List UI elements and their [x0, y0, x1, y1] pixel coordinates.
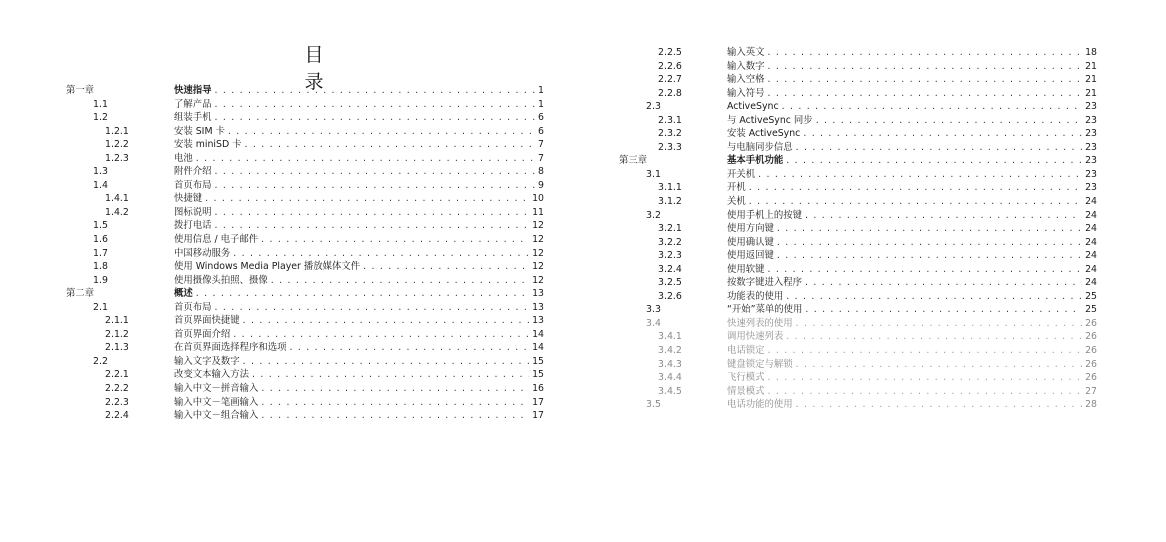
toc-entry-row[interactable]: [66, 301, 544, 315]
toc-entry-title: 组装手机: [174, 112, 212, 124]
toc-entry-title: 图标说明: [174, 206, 212, 218]
toc-entry-title: 使用返回键: [727, 250, 774, 262]
toc-entry-title: “开始”菜单的使用: [727, 304, 803, 316]
toc-dot-leader: [805, 276, 1082, 290]
toc-entry-row[interactable]: [66, 247, 544, 261]
toc-section-number: 1.4.1: [105, 193, 129, 205]
toc-page-number: 24: [1085, 277, 1097, 289]
toc-right-column: [619, 46, 1097, 412]
toc-entry-title: 首页界面快捷键: [174, 315, 240, 327]
toc-dot-leader: [768, 344, 1083, 358]
toc-page-number: 25: [1085, 290, 1097, 302]
toc-page-number: 13: [532, 301, 544, 313]
toc-section-number: 3.2.2: [658, 236, 682, 248]
toc-entry-title: 改变文本输入方法: [174, 369, 250, 381]
toc-dot-leader: [777, 249, 1082, 263]
toc-entry-title: 使用确认键: [727, 236, 774, 248]
toc-dot-leader: [205, 192, 529, 206]
toc-entry-title: 飞行模式: [727, 372, 765, 384]
toc-page-number: 12: [532, 247, 544, 259]
toc-entry-row[interactable]: [66, 409, 544, 423]
toc-section-number: 3.2.1: [658, 223, 682, 235]
toc-section-number: 3.4.4: [658, 372, 682, 384]
toc-entry-title: 了解产品: [174, 98, 212, 110]
toc-entry-row[interactable]: [619, 222, 1097, 236]
toc-entry-row[interactable]: [66, 98, 544, 112]
toc-entry-title: 使用手机上的按键: [727, 209, 803, 221]
toc-dot-leader: [749, 195, 1082, 209]
toc-page-number: 11: [532, 206, 544, 218]
toc-entry-row[interactable]: [619, 317, 1097, 331]
toc-section-number: 3.4.3: [658, 358, 682, 370]
toc-entry-title: 开关机: [727, 168, 756, 180]
toc-section-number: 2.1.3: [105, 342, 129, 354]
toc-entry-title: ActiveSync: [727, 101, 779, 113]
toc-entry-title: 情景模式: [727, 385, 765, 397]
toc-entry-row[interactable]: [66, 138, 544, 152]
toc-section-number: 2.2.7: [658, 74, 682, 86]
toc-section-number: 1.2.3: [105, 152, 129, 164]
toc-entry-row[interactable]: [619, 290, 1097, 304]
toc-section-number: 2.2.6: [658, 60, 682, 72]
toc-left-column: [66, 84, 544, 423]
toc-dot-leader: [758, 168, 1082, 182]
toc-dot-leader: [805, 303, 1082, 317]
toc-dot-leader: [252, 368, 529, 382]
toc-entry-title: 使用 Windows Media Player 播放媒体文件: [174, 261, 361, 273]
toc-page-number: 6: [538, 112, 544, 124]
toc-entry-row[interactable]: [619, 87, 1097, 101]
toc-section-number: 1.2.1: [105, 125, 129, 137]
toc-dot-leader: [777, 236, 1082, 250]
toc-page-number: 9: [538, 179, 544, 191]
toc-entry-title: 使用软键: [727, 263, 765, 275]
toc-section-number: 1.2.2: [105, 139, 129, 151]
toc-entry-title: 与 ActiveSync 同步: [727, 114, 813, 126]
toc-dot-leader: [196, 287, 529, 301]
toc-section-number: 2.1.1: [105, 315, 129, 327]
toc-dot-leader: [261, 382, 529, 396]
toc-section-number: 1.4.2: [105, 206, 129, 218]
page-title: 目 录: [304, 44, 332, 93]
toc-page-number: 24: [1085, 263, 1097, 275]
toc-entry-title: 电话锁定: [727, 345, 765, 357]
toc-dot-leader: [768, 46, 1083, 60]
toc-dot-leader: [768, 385, 1083, 399]
toc-entry-title: 附件介绍: [174, 166, 212, 178]
toc-section-number: 第二章: [66, 288, 95, 300]
toc-dot-leader: [215, 84, 536, 98]
toc-chapter-row[interactable]: [66, 287, 544, 301]
toc-entry-row[interactable]: [619, 209, 1097, 223]
toc-section-number: 2.2.5: [658, 47, 682, 58]
toc-section-number: 2.2.2: [105, 383, 129, 395]
toc-entry-title: 快速指导: [174, 85, 212, 96]
toc-dot-leader: [215, 111, 536, 125]
toc-page-number: 17: [532, 410, 544, 422]
toc-entry-title: 首页布局: [174, 301, 212, 313]
toc-entry-row[interactable]: [619, 330, 1097, 344]
toc-entry-row[interactable]: [619, 73, 1097, 87]
toc-entry-title: 输入英文: [727, 47, 765, 58]
toc-dot-leader: [215, 206, 530, 220]
toc-entry-title: 安装 SIM 卡: [174, 125, 225, 137]
toc-section-number: 2.3.2: [658, 128, 682, 140]
toc-entry-row[interactable]: [619, 46, 1097, 60]
toc-dot-leader: [196, 152, 535, 166]
toc-section-number: 2.2.4: [105, 410, 129, 422]
toc-page-number: 10: [532, 193, 544, 205]
toc-entry-row[interactable]: [619, 358, 1097, 372]
toc-section-number: 3.1: [646, 168, 661, 180]
toc-entry-row[interactable]: [66, 328, 544, 342]
toc-section-number: 1.2: [93, 112, 108, 124]
toc-entry-title: 安装 miniSD 卡: [174, 139, 242, 151]
toc-page-number: 1: [538, 98, 544, 110]
toc-page-number: 12: [532, 261, 544, 273]
toc-entry-row[interactable]: [66, 179, 544, 193]
toc-chapter-row[interactable]: [66, 84, 544, 98]
toc-entry-title: 电话功能的使用: [727, 399, 793, 411]
toc-entry-title: 快捷键: [174, 193, 203, 205]
toc-entry-title: 键盘锁定与解锁: [727, 358, 793, 370]
toc-section-number: 2.1: [93, 301, 108, 313]
toc-entry-title: 输入数字: [727, 60, 765, 72]
toc-section-number: 3.5: [646, 399, 661, 411]
toc-entry-row[interactable]: [66, 260, 544, 274]
toc-section-number: 2.2.3: [105, 396, 129, 408]
toc-dot-leader: [768, 87, 1083, 101]
toc-page-number: 12: [532, 274, 544, 286]
toc-dot-leader: [261, 233, 529, 247]
toc-section-number: 2.3.1: [658, 114, 682, 126]
toc-page-number: 23: [1085, 114, 1097, 126]
toc-dot-leader: [215, 219, 530, 233]
toc-section-number: 2.3: [646, 101, 661, 113]
toc-entry-row[interactable]: [66, 111, 544, 125]
toc-dot-leader: [215, 179, 536, 193]
toc-dot-leader: [261, 396, 529, 410]
toc-dot-leader: [233, 247, 529, 261]
toc-entry-title: 与电脑同步信息: [727, 141, 793, 153]
toc-entry-title: 功能表的使用: [727, 290, 784, 302]
toc-section-number: 3.2: [646, 209, 661, 221]
toc-entry-title: 首页布局: [174, 179, 212, 191]
toc-dot-leader: [768, 263, 1083, 277]
toc-entry-title: 使用摄像头拍照、摄像: [174, 274, 268, 286]
toc-dot-leader: [805, 209, 1082, 223]
toc-dot-leader: [803, 127, 1082, 141]
toc-page-number: 23: [1085, 155, 1097, 167]
toc-page-number: 26: [1085, 331, 1097, 343]
toc-entry-title: 概述: [174, 288, 193, 300]
toc-dot-leader: [816, 114, 1082, 128]
toc-dot-leader: [768, 73, 1083, 87]
toc-entry-title: 输入中文－拼音输入: [174, 383, 259, 395]
toc-entry-title: 输入中文－组合输入: [174, 410, 259, 422]
toc-entry-title: 基本手机功能: [727, 155, 784, 167]
toc-entry-row[interactable]: [619, 236, 1097, 250]
toc-page-number: 14: [532, 328, 544, 340]
toc-page-number: 26: [1085, 317, 1097, 329]
toc-page-number: 13: [532, 288, 544, 300]
toc-page-number: 13: [532, 315, 544, 327]
toc-section-number: 3.4.1: [658, 331, 682, 343]
toc-entry-row[interactable]: [66, 341, 544, 355]
toc-page-number: 1: [538, 85, 544, 96]
toc-page-number: 24: [1085, 223, 1097, 235]
toc-entry-title: 调用快速列表: [727, 331, 784, 343]
toc-page-number: 18: [1085, 47, 1097, 58]
toc-page-number: 25: [1085, 304, 1097, 316]
toc-section-number: 3.4.2: [658, 345, 682, 357]
toc-dot-leader: [768, 60, 1083, 74]
toc-section-number: 1.3: [93, 166, 108, 178]
toc-entry-row[interactable]: [619, 249, 1097, 263]
toc-entry-row[interactable]: [66, 355, 544, 369]
toc-section-number: 2.2.8: [658, 87, 682, 99]
toc-entry-title: 快速列表的使用: [727, 317, 793, 329]
toc-page-number: 24: [1085, 209, 1097, 221]
toc-entry-title: 中国移动服务: [174, 247, 231, 259]
toc-dot-leader: [261, 409, 529, 423]
toc-page-number: 21: [1085, 87, 1097, 99]
toc-entry-row[interactable]: [619, 371, 1097, 385]
toc-dot-leader: [215, 98, 536, 112]
toc-section-number: 1.1: [93, 98, 108, 110]
toc-section-number: 2.2.1: [105, 369, 129, 381]
toc-entry-title: 首页界面介绍: [174, 328, 231, 340]
toc-section-number: 1.8: [93, 261, 108, 273]
toc-page-number: 7: [538, 139, 544, 151]
toc-dot-leader: [796, 398, 1082, 412]
toc-page-number: 26: [1085, 345, 1097, 357]
toc-entry-row[interactable]: [619, 263, 1097, 277]
toc-entry-row[interactable]: [619, 303, 1097, 317]
toc-page-number: 15: [532, 369, 544, 381]
toc-dot-leader: [243, 314, 529, 328]
toc-section-number: 3.1.1: [658, 182, 682, 194]
toc-page-number: 23: [1085, 168, 1097, 180]
toc-entry-row[interactable]: [66, 206, 544, 220]
toc-entry-title: 使用信息 / 电子邮件: [174, 234, 259, 246]
toc-page-number: 23: [1085, 101, 1097, 113]
toc-entry-title: 拨打电话: [174, 220, 212, 232]
toc-section-number: 第三章: [619, 155, 648, 167]
toc-dot-leader: [777, 222, 1082, 236]
toc-entry-title: 安装 ActiveSync: [727, 128, 801, 140]
toc-dot-leader: [215, 301, 530, 315]
toc-page-number: 26: [1085, 358, 1097, 370]
toc-dot-leader: [768, 371, 1083, 385]
toc-entry-row[interactable]: [619, 60, 1097, 74]
toc-entry-row[interactable]: [66, 396, 544, 410]
toc-dot-leader: [782, 100, 1082, 114]
toc-dot-leader: [245, 138, 535, 152]
toc-entry-row[interactable]: [619, 398, 1097, 412]
toc-page-number: 24: [1085, 250, 1097, 262]
toc-entry-title: 使用方向键: [727, 223, 774, 235]
toc-entry-row[interactable]: [66, 192, 544, 206]
toc-dot-leader: [796, 358, 1082, 372]
toc-dot-leader: [796, 317, 1082, 331]
toc-page-number: 14: [532, 342, 544, 354]
toc-page-number: 23: [1085, 182, 1097, 194]
toc-page-number: 26: [1085, 372, 1097, 384]
toc-entry-title: 输入文字及数字: [174, 355, 240, 367]
toc-dot-leader: [363, 260, 529, 274]
toc-dot-leader: [233, 328, 529, 342]
toc-page-number: 17: [532, 396, 544, 408]
toc-section-number: 1.5: [93, 220, 108, 232]
toc-page-number: 27: [1085, 385, 1097, 397]
toc-entry-title: 输入中文－笔画输入: [174, 396, 259, 408]
toc-entry-title: 在首页界面选择程序和选项: [174, 342, 287, 354]
toc-section-number: 3.2.5: [658, 277, 682, 289]
toc-chapter-row[interactable]: [619, 154, 1097, 168]
toc-entry-title: 输入空格: [727, 74, 765, 86]
toc-page-number: 23: [1085, 141, 1097, 153]
toc-entry-title: 输入符号: [727, 87, 765, 99]
toc-dot-leader: [228, 125, 535, 139]
toc-entry-row[interactable]: [66, 368, 544, 382]
toc-entry-row[interactable]: [66, 219, 544, 233]
toc-entry-row[interactable]: [66, 233, 544, 247]
toc-page-number: 12: [532, 234, 544, 246]
toc-section-number: 1.4: [93, 179, 108, 191]
toc-entry-row[interactable]: [66, 125, 544, 139]
toc-entry-row[interactable]: [619, 276, 1097, 290]
toc-entry-row[interactable]: [619, 127, 1097, 141]
toc-entry-row[interactable]: [619, 100, 1097, 114]
toc-section-number: 3.1.2: [658, 196, 682, 208]
toc-section-number: 1.6: [93, 234, 108, 246]
toc-section-number: 3.3: [646, 304, 661, 316]
toc-entry-title: 开机: [727, 182, 746, 194]
toc-entry-title: 按数字键进入程序: [727, 277, 803, 289]
toc-entry-row[interactable]: [66, 152, 544, 166]
toc-section-number: 3.2.4: [658, 263, 682, 275]
toc-section-number: 第一章: [66, 85, 95, 96]
toc-page-number: 21: [1085, 74, 1097, 86]
toc-dot-leader: [290, 341, 530, 355]
toc-entry-row[interactable]: [66, 382, 544, 396]
toc-page-number: 7: [538, 152, 544, 164]
toc-page-number: 23: [1085, 128, 1097, 140]
toc-dot-leader: [215, 165, 536, 179]
toc-page-number: 8: [538, 166, 544, 178]
toc-entry-row[interactable]: [619, 141, 1097, 155]
toc-entry-row[interactable]: [619, 344, 1097, 358]
toc-dot-leader: [749, 181, 1082, 195]
toc-section-number: 1.7: [93, 247, 108, 259]
toc-section-number: 3.4.5: [658, 385, 682, 397]
toc-entry-row[interactable]: [619, 181, 1097, 195]
toc-entry-row[interactable]: [66, 274, 544, 288]
toc-page-number: 15: [532, 355, 544, 367]
toc-dot-leader: [786, 330, 1082, 344]
toc-section-number: 1.9: [93, 274, 108, 286]
toc-entry-row[interactable]: [66, 314, 544, 328]
toc-entry-title: 关机: [727, 196, 746, 208]
toc-page-number: 21: [1085, 60, 1097, 72]
toc-page-number: 24: [1085, 196, 1097, 208]
toc-dot-leader: [786, 154, 1082, 168]
toc-section-number: 2.2: [93, 355, 108, 367]
toc-section-number: 3.2.3: [658, 250, 682, 262]
toc-page-number: 24: [1085, 236, 1097, 248]
toc-entry-title: 电池: [174, 152, 193, 164]
toc-dot-leader: [271, 274, 529, 288]
toc-page-number: 16: [532, 383, 544, 395]
toc-page-number: 28: [1085, 399, 1097, 411]
toc-entry-row[interactable]: [619, 168, 1097, 182]
toc-entry-row[interactable]: [66, 165, 544, 179]
toc-entry-row[interactable]: [619, 114, 1097, 128]
toc-section-number: 2.1.2: [105, 328, 129, 340]
toc-section-number: 3.2.6: [658, 290, 682, 302]
toc-entry-row[interactable]: [619, 385, 1097, 399]
toc-dot-leader: [243, 355, 529, 369]
toc-dot-leader: [786, 290, 1082, 304]
toc-page-number: 12: [532, 220, 544, 232]
toc-dot-leader: [796, 141, 1082, 155]
toc-entry-row[interactable]: [619, 195, 1097, 209]
toc-section-number: 2.3.3: [658, 141, 682, 153]
toc-section-number: 3.4: [646, 317, 661, 329]
toc-page-number: 6: [538, 125, 544, 137]
